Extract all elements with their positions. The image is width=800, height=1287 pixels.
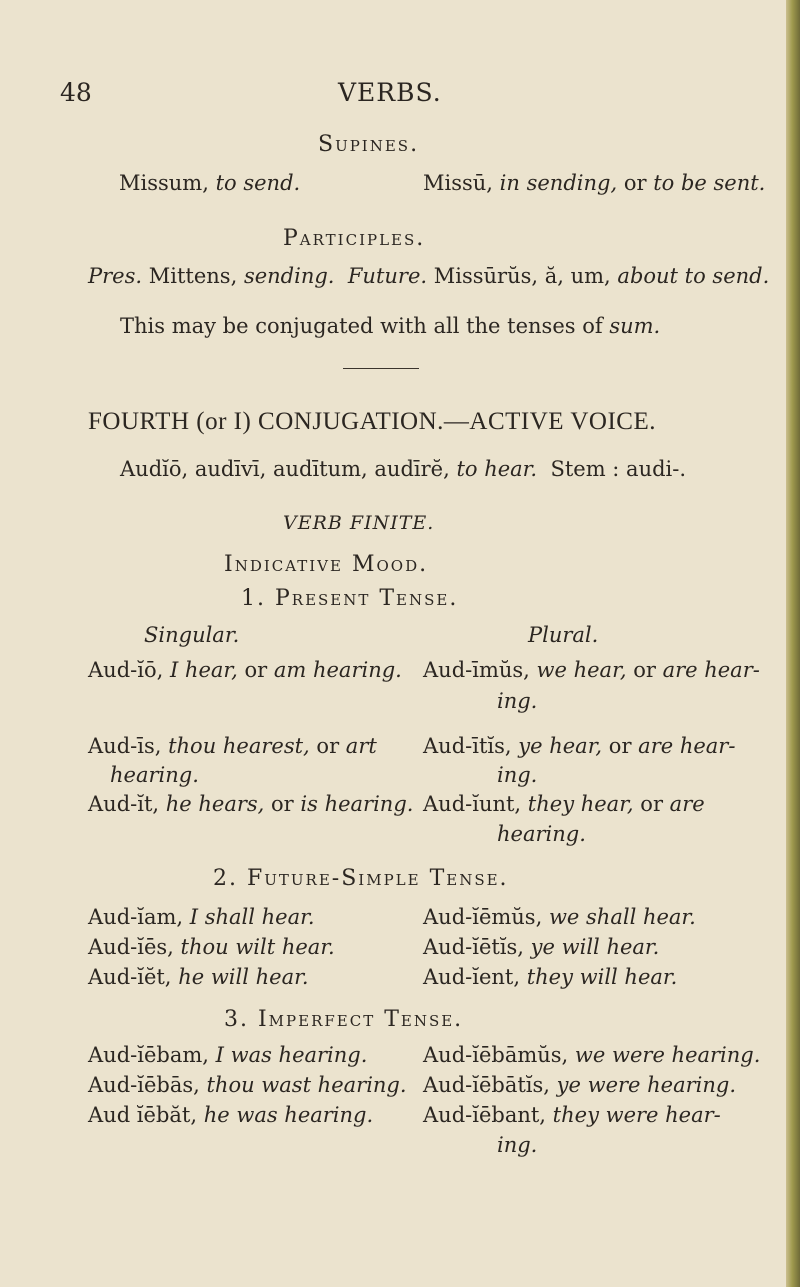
imperfect-plur-1: Aud-ĭēbāmŭs, we were hearing. [423, 1043, 761, 1067]
present-plur-1: Aud-īmŭs, we hear, or are hear- [423, 658, 760, 682]
present-plur-3: Aud-ĭunt, they hear, or are [423, 792, 705, 816]
imperfect-sing-2: Aud-ĭēbās, thou wast hearing. [88, 1073, 407, 1097]
running-title: VERBS. [338, 78, 442, 107]
page-edge [786, 0, 800, 1287]
future-sing-3: Aud-ĭĕt, he will hear. [88, 965, 309, 989]
imperfect-title: 3. Imperfect Tense. [224, 1007, 464, 1032]
conjugation-title: FOURTH (or I) CONJUGATION.—ACTIVE VOICE. [88, 408, 656, 435]
section-rule [343, 368, 419, 369]
present-plur-3-cont: hearing. [497, 822, 586, 846]
imperfect-sing-3: Aud ĭēbăt, he was hearing. [88, 1103, 374, 1127]
note-line: This may be conjugated with all the tenses of sum. [120, 314, 661, 338]
future-plur-1: Aud-ĭēmŭs, we shall hear. [423, 905, 696, 929]
future-sing-1: Aud-ĭam, I shall hear. [88, 905, 315, 929]
mood-title: Indicative Mood. [224, 552, 429, 577]
present-title: 1. Present Tense. [241, 586, 459, 611]
present-plur-2: Aud-ītĭs, ye hear, or are hear- [423, 734, 736, 758]
present-sing-3: Aud-ĭt, he hears, or is hearing. [88, 792, 414, 816]
participles-title: Participles. [283, 226, 426, 251]
future-sing-2: Aud-ĭēs, thou wilt hear. [88, 935, 335, 959]
present-sing-2-cont: hearing. [110, 763, 199, 787]
page-number: 48 [60, 78, 92, 107]
present-plur-1-cont: ing. [497, 689, 538, 713]
future-title: 2. Future-Simple Tense. [213, 866, 509, 891]
supine-second: Missū, in sending, or to be sent. [423, 171, 766, 195]
supine-first: Missum, to send. [119, 171, 301, 195]
supines-title: Supines. [318, 132, 420, 157]
participles-line: Pres. Mittens, sending. Future. Missūrŭs, ă, um, about to send. [88, 264, 770, 288]
imperfect-sing-1: Aud-ĭēbam, I was hearing. [88, 1043, 368, 1067]
imperfect-plur-3: Aud-ĭēbant, they were hear- [423, 1103, 721, 1127]
verb-finite: VERB FINITE. [283, 512, 435, 534]
present-sing-1: Aud-ĭō, I hear, or am hearing. [88, 658, 402, 682]
future-plur-3: Aud-ĭent, they will hear. [423, 965, 678, 989]
imperfect-plur-3-cont: ing. [497, 1133, 538, 1157]
principal-parts: Audĭō, audīvī, audītum, audīrĕ, to hear. Stem : audi-. [120, 457, 687, 481]
present-plur-2-cont: ing. [497, 763, 538, 787]
singular-label: Singular. [144, 623, 240, 647]
future-plur-2: Aud-ĭētĭs, ye will hear. [423, 935, 660, 959]
imperfect-plur-2: Aud-ĭēbātĭs, ye were hearing. [423, 1073, 737, 1097]
present-sing-2: Aud-īs, thou hearest, or art [88, 734, 377, 758]
plural-label: Plural. [528, 623, 599, 647]
